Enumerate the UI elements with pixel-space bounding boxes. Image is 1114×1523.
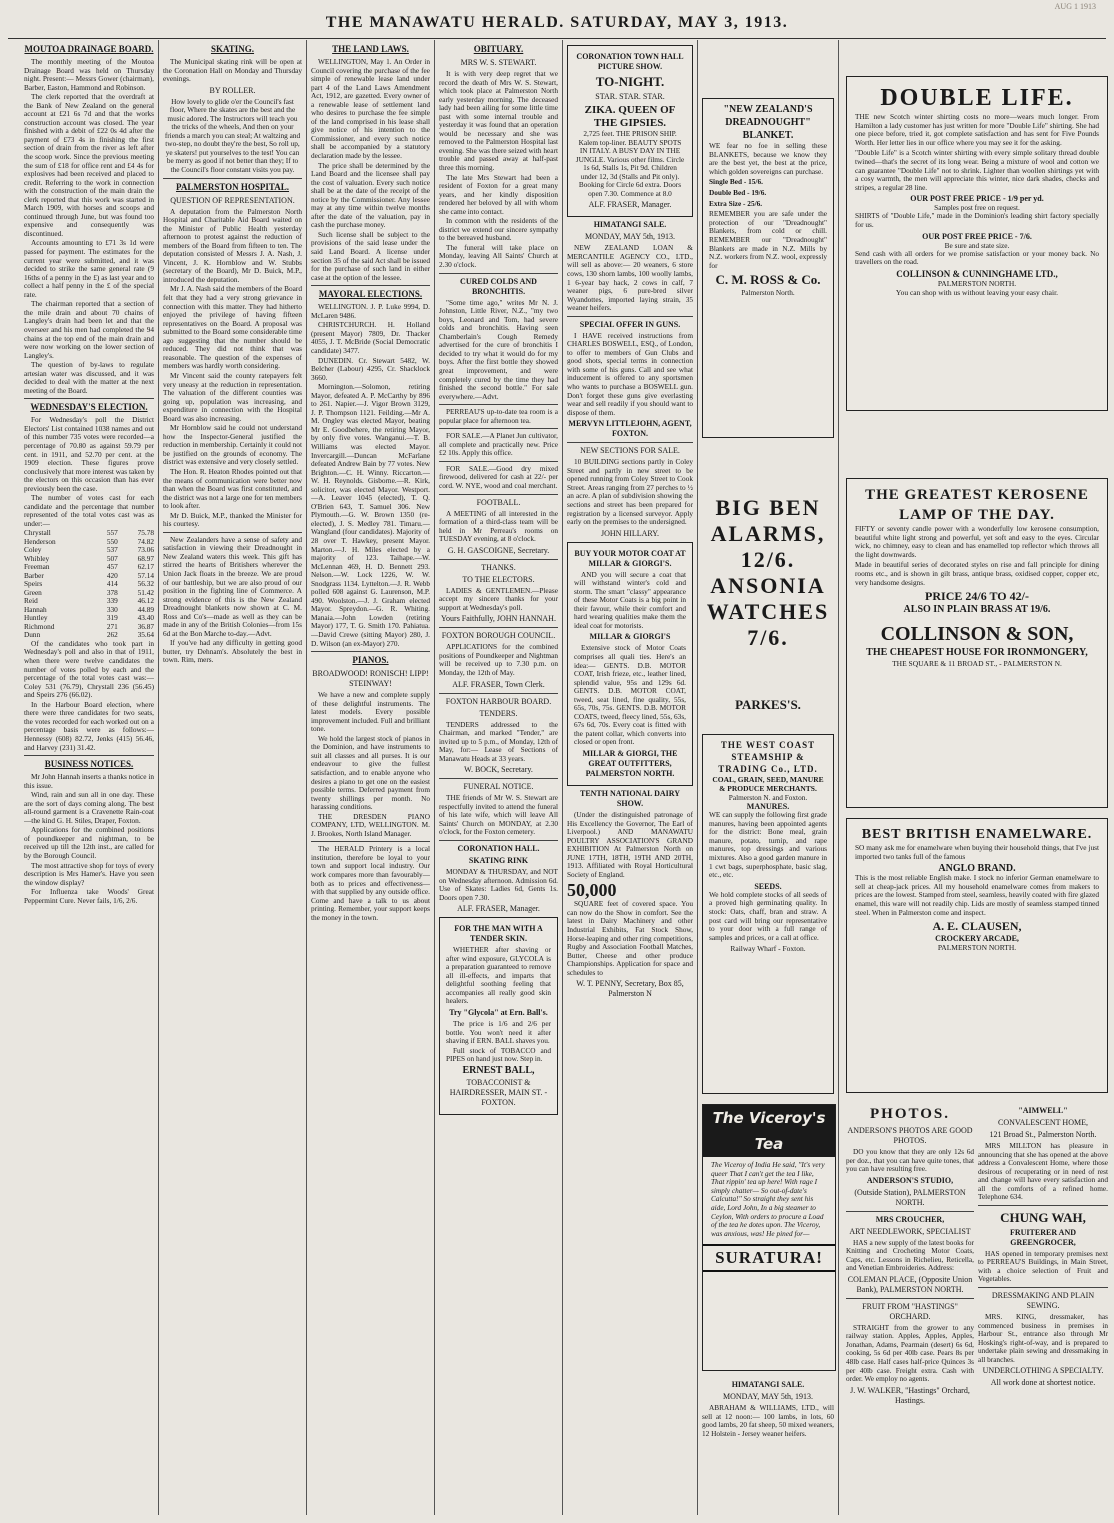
headline-obituary: OBITUARY. xyxy=(473,44,524,54)
glycola-advert xyxy=(439,917,558,1115)
notice-paragraph: (Under the distinguished patronage of His Excellency the Governor, The Earl of Liverpool.) AND MANAWATU POULTRY ASSOCIATION'S GRAND EXHIBITION At Palmerston North on JUNE 17TH, 18TH, 19TH AND 20TH, 1913. Affiliated with Royal Horticultural Society of England. xyxy=(567,809,693,879)
candidate-name: Dunn xyxy=(24,630,41,640)
article-paragraph: The Hon. R. Heaton Rhodes pointed out that the means of communication were better now than when the Board was first constituted, and the district was not a large one for ten members to look after. xyxy=(163,466,302,511)
advert-paragraph: The price is 1/6 and 2/6 per bottle. You won't need it after shaving if ERN. BALL shaves you. xyxy=(446,1019,551,1046)
advert-paragraph: THE new Scotch winter shirting costs no more—wears much longer. From Hamilton a lady customer has just written for more "Double Life" shirting. She had one piece before, tried it, got complete satisfaction and has sent for Five Pounds Worth. Her letter lies in our office where you may see it for the asking. xyxy=(855,112,1099,147)
parkes-signature xyxy=(702,697,834,719)
article-paragraph: WELLINGTON. J. P. Luke 9994, D. McLaren 9486. xyxy=(311,302,430,320)
vote-percent: 35.64 xyxy=(137,630,154,640)
divider xyxy=(439,494,558,495)
advert-paragraph: WE can supply the following first grade manures, having been appointed agents for the district: Bone meal, grain manure, potato, turnip, and rape manures, top dressings and various mixtures. Also a good garden manure in 1 cwt bags, superphosphate, basic slag, etc., etc. xyxy=(709,810,827,880)
article-paragraph: We have a new and complete supply of these delightful instruments. The latest models. Every possible improvement included. Full and brilliant tone. xyxy=(311,690,430,734)
article-paragraph: Mr J. A. Nash said the members of the Board felt that they had a very strong grievance in connection with this matter. They had hitherto enjoyed the privilege of having fifteen representatives on the Board. A proposal was submitted to the Board some considerable time ago suggesting that the number should be reduced. They did not think that was reasonable. The question of the expenses of members was hardly worth considering. xyxy=(163,284,302,371)
vote-percent: 36.87 xyxy=(137,621,154,631)
subheading: NEW SECTIONS FOR SALE. xyxy=(580,446,680,456)
article-paragraph: Mr Vincent said the county ratepayers felt very uneasy at the reduction in representation. The valuation of the different counties was going up, population was increasing, and expenditure in connection with the Hospital Board was also increasing. xyxy=(163,370,302,423)
notice-paragraph: THE friends of Mr W. S. Stewart are respectfully invited to attend the funeral of his late wife, which will leave All Saints' Church on MONDAY, at 2.30 o'clock, for the Foxton cemetery. xyxy=(439,793,558,837)
table-row xyxy=(24,623,154,632)
headline-land-laws: THE LAND LAWS. xyxy=(332,44,409,54)
motor-coat-advert xyxy=(567,542,693,786)
vote-percent: 56.32 xyxy=(137,579,154,589)
column-7-left xyxy=(846,1104,974,1516)
advert-address: PALMERSTON NORTH. xyxy=(937,278,1017,288)
advert-heading: SEEDS. xyxy=(754,881,782,891)
advert-note: Be sure and state size. xyxy=(944,240,1010,250)
advert-paragraph: Made in beautiful series of decorated styles on rise and fall principle for dining rooms etc., and is shown in gilt brass, antique brass, oxidised copper, copper etc, very handsome designs. xyxy=(855,560,1099,587)
advert-title: THE GREATEST KEROSENE LAMP OF THE DAY. xyxy=(865,487,1089,523)
vote-percent: 44.89 xyxy=(137,604,154,614)
headline-business: BUSINESS NOTICES. xyxy=(44,759,134,770)
advert-address: Railway Wharf - Foxton. xyxy=(730,944,806,954)
article-paragraph: It is with very deep regret that we record the death of Mrs W. S. Stewart, which took place at Palmerston North early yesterday morning. The deceased lady had been ailing for some little time past with some internal trouble and yesterday it was found that an operation would be necessary and she was removed to the Palmerston Hospital last evening. She was there seized with heart trouble and passed away at half-past three this morning. xyxy=(439,69,558,173)
notice-signature: ALF. FRASER, Town Clerk. xyxy=(452,679,545,689)
advert-paragraph: Send cash with all orders for we promise satisfaction or your money back. No travellers on the road. xyxy=(855,248,1099,267)
vote-count: 457 xyxy=(106,562,118,572)
notice-signature: JOHN HILLARY. xyxy=(600,528,660,538)
vote-count: 378 xyxy=(106,587,118,597)
advert-name: ERNEST BALL, xyxy=(462,1064,535,1076)
subheading: TO THE ELECTORS. xyxy=(462,574,535,584)
subheading: FOXTON HARBOUR BOARD. xyxy=(445,696,552,706)
advert-subtitle: CROCKERY ARCADE, xyxy=(935,934,1019,944)
price-line: OUR POST FREE PRICE - 1/9 per yd. xyxy=(910,194,1044,204)
article-paragraph: We hold the largest stock of pianos in the Dominion, and have instruments to suit all classes and all purses. It is our endeavour to give the fullest satisfaction, and to enable anyone who desires a piano to get one on the easiest possible terms. Deferred payment from twenty shillings per month. No harassing conditions. xyxy=(311,733,430,812)
subheading: FRUITERER AND GREENGROCER, xyxy=(1009,1227,1076,1247)
divider xyxy=(567,442,693,443)
column-rule xyxy=(838,40,839,1515)
article-paragraph: The chairman reported that a section of the mile drain and about 70 chains of Langley's drain had been let and that the overseer and his men had completed the 94 chains at the top end of the main drain and were now working on the lower section of Langley's. xyxy=(24,299,154,360)
article-paragraph: DUNEDIN. Cr. Stewart 5482, W. Belcher (Labour) 4295, Cr. Shacklock 3660. xyxy=(311,355,430,382)
article-paragraph: For Influenza take Woods' Great Peppermint Cure. Never fails, 1/6, 2/6. xyxy=(24,887,154,905)
advert-title: "NEW ZEALAND'S DREADNOUGHT" BLANKET. xyxy=(723,104,813,141)
vote-count: 262 xyxy=(106,630,118,640)
advert-verse: The Viceroy of India He said, "It's very queer That I can't get the tea I like, That rippin' tea up here! With rage I simply chatter— So out-of-date's Calcutta!" So straight they sent his aide, Lord John, In a big steamer to Ceylon, With orders to procure a Load of the tea he dotes upon. The Viceroy, was anxious, was! He pined for— xyxy=(711,1160,825,1238)
notice-paragraph: SQUARE feet of covered space. You can now do the Show in comfort. See the latest in Dairy Machinery and other Industrial Exhibits, Fat Stock Show, Horse-leaping and other ring competitions, Rugby and Association Football Matches, Butter, Cheese and other produce Championships. Application for space and schedules to xyxy=(567,899,693,977)
advert-name: "AIMWELL" xyxy=(1018,1106,1068,1115)
notice-paragraph: 10 BUILDING sections partly in Coley Street and partly in new street to be opened running from Coley Street to Cook Street. Areas ranging from 27 perches to ½ an acre. A plan of subdivision showing the sections and street has been prepared for registration by a licensed surveyor. Apply early on the premises to the undersigned. xyxy=(567,457,693,527)
notice-signature: ALF. FRASER, Manager. xyxy=(457,904,540,914)
candidate-name: Huntley xyxy=(24,613,48,623)
vote-percent: 46.12 xyxy=(137,596,154,606)
article-paragraph: The monthly meeting of the Moutoa Drainage Board was held on Thursday night. Present:— Messrs Gower (chairman), Barber, Easton, Hammond and Robinson. xyxy=(24,57,154,92)
article-paragraph: The price shall be determined by the Land Board and the licensee shall pay the cost of valuation. Every such notice shall be at the date of the receipt of the notice by the Commissioner. Any lessee may at any time within twelve months after the date of the valuation, pay in cash the purchase money. xyxy=(311,160,430,230)
notice-paragraph: I HAVE received instructions from CHARLES BOSWELL, ESQ., of London, to offer to members of Gun Clubs and good shots, special terms in connection with some of his guns. Call and see what inducement is offered to any sportsmen who wants to purchase a BOSWELL gun. Don't forget these guns give everlasting wear and sell readily if you should want to dispose of them. xyxy=(567,330,693,417)
advert-paragraph: This is the most reliable English make. I stock no inferior German enamelware to sell at cheap-jack prices. All my household enamelware comes from makers to prices are the lowest. Stamped from steel, seamless, heavily coated with fire glazed enamel, this ware will not readily chip. Lids are mostly of seamless stamped tinned steel. When in Palmerston come and inspect. xyxy=(855,873,1099,917)
article-paragraph: For Wednesday's poll the District Electors' List contained 1038 names and out of this number 735 votes were recorded—a percentage of 70.80 as against 59.79 per cent. in 1911, and 52.70 per cent. at the 1909 election. These figures prove conclusively that more interest was taken by the electors on this occasion than has ever previously been the case. xyxy=(24,415,154,493)
column-5 xyxy=(567,42,693,1512)
divider xyxy=(439,404,558,405)
vote-count: 330 xyxy=(106,604,118,614)
advert-name: CHUNG WAH, xyxy=(1000,1209,1086,1225)
divider xyxy=(978,1287,1108,1288)
advert-signature: ALF. FRASER, Manager. xyxy=(588,200,672,210)
article-paragraph: In common with the residents of the district we extend our sincere sympathy to the bereaved husband. xyxy=(439,216,558,243)
vote-count: 550 xyxy=(106,536,118,546)
subheading: SKATING RINK xyxy=(468,856,529,865)
article-paragraph: Accounts amounting to £71 3s 1d were passed for payment. The estimates for the current year were submitted, and it was decided to strike the same general rate (9 16ths of a penny in the £) as last year and to collect a half penny in the £ of the special rate. xyxy=(24,238,154,299)
picture-show-advert xyxy=(567,45,693,217)
classified-ad: FOR SALE.—A Planet Jun cultivator, all complete and practically new. Price £2 10s. Apply this office. xyxy=(439,431,558,458)
advert-address: (Outside Station), PALMERSTON NORTH. xyxy=(854,1187,966,1207)
divider xyxy=(311,841,430,842)
subheading: BROADWOOD! RONISCH! LIPP! STEINWAY! xyxy=(312,669,429,689)
article-paragraph: Mr Hornblow said he could not understand how the Inspector-General justified the reduction in membership. Certainly it could not be justified on the grounds of economy. The district was extensive and very closely settled. xyxy=(163,423,302,467)
notice-paragraph: MONDAY & THURSDAY, and NOT on Wednesday afternoon. Admission 6d. Use of Skates: Ladies 6d, Gents 1s. Doors open 7.30. xyxy=(439,867,558,902)
advert-paragraph: AND you will secure a coat that will withstand winter's cold and storm. The smart "classy" appearance of these Motor Coats is a big point in their favour, while their comfort and hard wearing qualities make them the ideal coat for motorists. xyxy=(574,569,686,630)
article-paragraph: Mr John Hannah inserts a thanks notice in this issue. xyxy=(24,772,154,790)
headline-pianos: PIANOS. xyxy=(352,655,389,666)
blanket-advert xyxy=(702,98,834,438)
advert-address: Palmerston N. and Foxton. xyxy=(728,793,808,802)
headline-mayoral: MAYORAL ELECTIONS. xyxy=(318,289,423,300)
advert-paragraph: FIFTY or seventy candle power with a wonderfully low kerosene consumption, beautiful white light strong and powerful, yet soft and easy to the eyes. Circular wick, no chimney, easy to clean and has enamelled top reflector which throws all the light downwards. xyxy=(855,524,1099,559)
advert-address: TOBACCONIST & HAIRDRESSER, MAIN ST. - FOXTON. xyxy=(449,1077,548,1107)
notice-signature: Yours Faithfully, JOHN HANNAH. xyxy=(441,614,556,624)
subheading: CURED COLDS AND BRONCHITIS. xyxy=(460,276,537,296)
article-paragraph: "Some time ago," writes Mr N. J. Johnston, Little River, N.Z., "my two boys, Leonard and Tom, had severe colds and bronchitis. Having seen Chamberlain's Cough Remedy advertised for the cure of bronchitis I decided to try what it would do for my boys. After the first bottle they showed great improvement, and were completely cured by the time they had finished the second bottle." For sale everywhere.—Advt. xyxy=(439,297,558,401)
ad-line: ANSONIA xyxy=(710,573,826,598)
subheading: FOOTBALL. xyxy=(476,497,521,507)
price-line: PRICE 24/6 TO 42/- xyxy=(925,589,1029,604)
subheading: DRESSMAKING AND PLAIN SEWING. xyxy=(991,1291,1095,1311)
ad-line: ALARMS, xyxy=(710,521,826,546)
candidate-name: Whibley xyxy=(24,553,50,563)
table-row xyxy=(24,538,154,547)
advert-signature: MILLAR & GIORGI, THE GREAT OUTFITTERS, PALMERSTON NORTH. xyxy=(582,748,678,778)
headline-hospital: PALMERSTON HOSPITAL. xyxy=(175,181,290,192)
article-paragraph: The number of votes cast for each candidate and the percentage that number represented of the total votes cast was as under:— xyxy=(24,493,154,528)
advert-heading: MANURES. xyxy=(746,802,790,811)
divider xyxy=(567,316,693,317)
skating-verse: How lovely to glide o'er the Council's fast floor, Where the skates are the best and the music adored. The Instructors will teach you the tricks of the wheels, And then on your friends a march you can steal; At waltzing and two-step, no doubt they're the best, So roll up, ye skaters! put yourselves to the test! You can be merry as good if not better than they; If to the Council's floor constant visits you pay. xyxy=(164,96,301,175)
advert-paragraph: MRS. KING, dressmaker, has commenced business in premises in Harbour St., entrance also through Mr Hosking's right-of-way, and is prepared to undertake plain sewing and dressmaking in all branches. xyxy=(978,1312,1108,1364)
article-paragraph: WELLINGTON, May 1. An Order in Council covering the purchase of the fee simple of renewable lease land under part 4 of the Land Laws Amendment Act, 1912, are gazetted. Every owner of a renewable lease of settlement land who desires to purchase the fee simple of the land comprised in his lease shall give notice of his intention to the Commissioner, and every such notice shall be accompanied by a statutory declaration made by the lessee. xyxy=(311,57,430,161)
advert-paragraph: 2,725 feet. THE PRISON SHIP. Kalem top-liner. BEAUTY SPOTS IN ITALY. A BUSY DAY IN THE JUNGLE. Various other films. Circle 1s 6d, Stalls 1s, Pit 9d. Children under 12, 3d (Stalls and Pit only). Booking for Circle 6d extra. Doors open 7.30. Commence at 8.0 xyxy=(575,129,685,198)
divider xyxy=(311,285,430,286)
west-coast-advert xyxy=(702,734,834,1094)
subheading: FUNERAL NOTICE. xyxy=(463,782,534,792)
vote-percent: 74.82 xyxy=(137,536,154,546)
space-figure: 50,000 xyxy=(567,880,617,901)
advert-paragraph: SO many ask me for enamelware when buying their household things, that I've just imported two tanks full of the famous xyxy=(855,843,1099,861)
table-row xyxy=(24,589,154,598)
column-2 xyxy=(163,42,302,1512)
vote-count: 557 xyxy=(106,528,118,538)
subheading: TENTH NATIONAL DAIRY SHOW. xyxy=(579,788,681,808)
subheading: MRS W. S. STEWART. xyxy=(460,58,537,67)
advert-title: FOR THE MAN WITH A TENDER SKIN. xyxy=(454,924,543,944)
candidate-name: Chrystall xyxy=(24,528,51,538)
article-paragraph: PERREAU'S up-to-date tea room is a popular place for afternoon tea. xyxy=(439,407,558,425)
advert-paragraph: REMEMBER you are safe under the protection of our "Dreadnought" Blankets, from cold or chill. REMEMBER our "Dreadnought" Blankets are made in N.Z. Mills by N.Z. workers from N.Z. wool, expressly for xyxy=(709,209,827,270)
article-paragraph: Mornington.—Solomon, retiring Mayor, defeated A. P. McCarthy by 896 to 261. Napier.—J. Vigor Brown 3129, J. P. Thompson 1121. Feilding.—Mr A. M. Ongley was elected Mayor, beating Mr E. Goodbehere, the retiring Mayor, by only five votes. Wanganui.—T. B. Williams was elected Mayor. Invercargill.—Duncan McFarlane defeated Andrew Bain by 77 votes. New Brighton.—C. H. Winny. Riccarton.—W. H. Reynolds. Gisborne.—R. Kirk, solicitor, was elected Mayor. Westport.—A. Leaver 1045 (elected), T. Q. O'Brien 643, T. Samuel 306. New Plymouth.—G. W. Brown 1350 (re-elected), J. S. Medley 781. Timaru.—Wangland (four candidates). Majority of 28 over T. Hawkey, present Mayor. Marton.—J. H. Miles elected by a majority of 123. Taihape.—W. McLennan 469, H. D. Bennett 293. Nelson.—W. Lock 1226, W. W. Snodgrass 1134. Lyttelton.—J. R. Webb polled 608 against G. Laurenson, M.P. 490. Woolston.—J. J. Graham elected Mayor. Spreydon.—G. R. Whiting. Manaia.—John Lowden (retiring Mayor) 177, T. G. Smith 170. Pahiatua.—David Crewe (sitting Mayor) 280, J. D. Wilson (an ex-Mayor) 270. xyxy=(311,382,430,648)
article-paragraph: The HERALD Printery is a local institution, therefore be loyal to your town and support local industry. Our work compares more than favourably—both as to prices and effectiveness—with that supplied by any outside office. Come and have a talk to us about printing. Remember, your support keeps the money in the town. xyxy=(311,844,430,922)
column-rule xyxy=(306,40,307,1515)
notice-paragraph: LADIES & GENTLEMEN.—Please accept my sincere thanks for your support at Wednesday's poll. xyxy=(439,585,558,612)
subheading: QUESTION OF REPRESENTATION. xyxy=(170,195,295,205)
notice-paragraph: APPLICATIONS for the combined positions of Poundkeeper and Nightman will be received up to 7.30 p.m. on Monday, the 12th of May. xyxy=(439,642,558,677)
vote-percent: 57.14 xyxy=(137,570,154,580)
divider xyxy=(24,755,154,756)
article-paragraph: A deputation from the Palmerston North Hospital and Charitable Aid Board waited on the Minister of Public Health yesterday afternoon to protest against the reduction of members of the Board from fifteen to ten. The deputation consisted of Messrs J. A. Nash, J. Vincent, J. K. Hornblow and W. Stubbs (secretary of the Board), Mr D. Buick, M.P., introduced the deputation. xyxy=(163,206,302,284)
candidate-name: Reid xyxy=(24,596,38,606)
enamelware-advert xyxy=(846,818,1108,1093)
vote-count: 271 xyxy=(106,621,118,631)
advert-title: BUY YOUR MOTOR COAT AT MILLAR & GIORGI'S. xyxy=(574,548,686,568)
viceroy-tea-advert xyxy=(702,1104,836,1371)
article-paragraph: Mr D. Buick, M.P., thanked the Minister for his courtesy. xyxy=(163,510,302,529)
vote-count: 537 xyxy=(106,545,118,555)
advert-address: COLEMAN PLACE, (Opposite Union Bank), PALMERSTON NORTH. xyxy=(847,1274,973,1294)
advert-address: THE SQUARE & 11 BROAD ST., - PALMERSTON N. xyxy=(892,659,1062,669)
advert-paragraph: MRS MILLTON has pleasure in announcing that she has opened at the above address a Convalescent Home, where those desirous of recuperating or in need of rest and change will have every satisfaction and all the comforts of a refined home. Telephone 634. xyxy=(978,1141,1108,1202)
ad-price: 12/6. xyxy=(740,547,796,572)
column-rule xyxy=(697,40,698,1515)
notice-paragraph: A MEETING of all interested in the formation of a third-class team will be held in Mr Perreau's rooms on TUESDAY evening, at 8 o'clock. xyxy=(439,508,558,544)
article-paragraph: If you've had any difficulty in getting good butter, try Dehnam's. Absolutely the best in town. Rim, mers. xyxy=(163,638,302,665)
article-paragraph: Of the candidates who took part in Wednesday's poll and also in that of 1911, when there were twelve candidates the number of votes polled by each and the percentage of the total votes cast was:— Coley 531 (76.79), Chrystall 236 (56.45) and Speirs 276 (66.02). xyxy=(24,638,154,700)
subheading: ART NEEDLEWORK, SPECIALIST xyxy=(849,1226,971,1236)
masthead: THE MANAWATU HERALD. SATURDAY, MAY 3, 1913. xyxy=(325,14,789,31)
divider xyxy=(439,693,558,694)
subheading: UNDERCLOTHING A SPECIALTY. xyxy=(982,1366,1104,1376)
headline-drainage: MOUTOA DRAINAGE BOARD. xyxy=(24,44,154,54)
column-rule xyxy=(562,40,563,1515)
column-7-right xyxy=(978,1104,1108,1516)
subheading: FOXTON BOROUGH COUNCIL. xyxy=(441,631,556,641)
advert-signature: J. W. WALKER, "Hastings" Orchard, Hastings. xyxy=(850,1385,970,1405)
advert-headline: TO-NIGHT. xyxy=(595,74,665,89)
subheading: TENDERS. xyxy=(479,708,518,718)
advert-address: 121 Broad St., Palmerston North. xyxy=(989,1130,1097,1139)
notice-paragraph: ABRAHAM & WILLIAMS, LTD., will sell at 12 noon:— 100 lambs, in lots, 60 good lambs, 20 fat sheep, 50 mixed weaners, 12 Holstein - Jersey weaner heifers. xyxy=(702,1403,834,1438)
divider xyxy=(439,627,558,628)
advert-paragraph: We hold complete stocks of all seeds of a proved high germinating quality. In stock: Oats, chaff, bran and straw. A post card will bring our representative to your door with a full range of samples and prices, or a call at office. xyxy=(709,889,827,942)
advert-title: THE WEST COAST STEAMSHIP & TRADING Co., LTD. xyxy=(718,740,818,774)
advert-name: C. M. ROSS & Co. xyxy=(715,272,821,288)
advert-note: You can shop with us without leaving your easy chair. xyxy=(895,287,1059,297)
candidate-name: Freeman xyxy=(24,562,50,572)
notice-signature: G. H. GASCOIGNE, Secretary. xyxy=(447,545,550,555)
divider xyxy=(439,778,558,779)
advert-name: ANDERSON'S STUDIO, xyxy=(866,1175,954,1185)
subheading: MONDAY, MAY 5th, 1913. xyxy=(722,1392,814,1401)
feature-film: ZIKA. QUEEN OF THE GIPSIES. xyxy=(584,104,676,129)
masthead-rule xyxy=(8,38,1106,39)
article-paragraph: The question of by-laws to regulate artesian water was discussed, and it was decided to deal with the matter at the next meeting of the Board. xyxy=(24,360,154,395)
photos-title: PHOTOS. xyxy=(870,1106,950,1122)
article-paragraph: CHRISTCHURCH. H. Holland (present Mayor) 7809, Dr. Thacker 4055, J. T. McBride (Social Democratic candidate) 3477. xyxy=(311,320,430,355)
divider xyxy=(846,1211,974,1212)
advert-title: CORONATION TOWN HALL PICTURE SHOW. xyxy=(576,52,684,71)
price-single: Single Bed - 15/6. xyxy=(709,177,763,187)
advert-paragraph: WHETHER after shaving or after wind exposure, GLYCOLA is a preparation guaranteed to remove all ill-effects, and imparts that delightful soothing feeling that accompanies all really good skin healers. xyxy=(446,945,551,1006)
subheading: THANKS. xyxy=(481,562,516,572)
vote-percent: 51.42 xyxy=(137,587,154,597)
advert-address: PALMERSTON NORTH. xyxy=(937,943,1017,953)
advert-title: The Viceroy's Tea xyxy=(703,1105,835,1157)
column-rule xyxy=(434,40,435,1515)
advert-name: MILLAR & GIORGI'S xyxy=(589,632,671,642)
vote-percent: 75.78 xyxy=(137,528,154,538)
advert-paragraph: WE fear no foe in selling these BLANKETS, because we know they are the best yet, the best at the price, which golden sovereigns can purchase. xyxy=(709,141,827,176)
price-line: OUR POST FREE PRICE - 7/6. xyxy=(922,231,1032,241)
divider xyxy=(24,398,154,399)
subheading: HIMATANGI SALE. xyxy=(593,220,667,230)
subheading: FRUIT FROM "HASTINGS" ORCHARD. xyxy=(862,1301,958,1321)
advert-name: MRS CROUCHER, xyxy=(875,1214,945,1224)
advert-paragraph: Full stock of TOBACCO and PIPES on hand just now. Step in. xyxy=(446,1045,551,1064)
candidate-name: Richmond xyxy=(24,621,55,631)
advert-subtitle: COAL, GRAIN, SEED, MANURE & PRODUCE MERCHANTS. xyxy=(712,775,824,793)
article-paragraph: The clerk reported that the overdraft at the Bank of New Zealand on the general account at £21 6s 7d and that the works construction account was closed. The year finished with a debit of £22 0s 4d after the payment of £73 4s in finishing the first section of drain from the river as left after the scoop work. Since the previous meeting the sum of £18 for office rent and £4 4s for explosives had been received and placed to credit. Referring to the work in connection with the construction of the main drain the clerk reported that this work was started in March 1909, with horses and scoops and continued through June, but was found too expensive and consequently was discontinued. xyxy=(24,92,154,238)
advert-note: Samples post free on request. xyxy=(934,203,1020,213)
article-paragraph: Applications for the combined positions of poundkeeper and nightman, to be received up till the 12th inst., are called for by the Borough Council. xyxy=(24,825,154,860)
candidate-name: Speirs xyxy=(24,579,43,589)
advert-tagline: Try "Glycola" at Ern. Ball's. xyxy=(449,1008,548,1018)
kerosene-lamp-advert xyxy=(846,478,1108,808)
column-3 xyxy=(311,42,430,1512)
votes-table xyxy=(24,529,154,640)
subheading: HIMATANGI SALE. xyxy=(731,1380,805,1389)
divider xyxy=(163,178,302,179)
article-paragraph: Wind, rain and sun all in one day. These are the sort of days coming along. The best all-round garment is a Cravenette Rain-coat—the kind G. H. Stiles, Draper, Foxton. xyxy=(24,790,154,825)
notice-paragraph: NEW ZEALAND LOAN & MERCANTILE AGENCY CO., LTD., will sell as above:— 20 weaners, 6 store cows, 130 shorn lambs, 100 woolly lambs, 1 6-year bay hack, 2 cows in calf, 7 weaner pigs, 6 pure-bred silver Wyandottes, imported laying strain, 35 weaner heifers. xyxy=(567,243,693,313)
vote-percent: 62.17 xyxy=(137,562,154,572)
notice-signature: W. BOCK, Secretary. xyxy=(464,765,533,775)
article-paragraph: Such license shall be subject to the provisions of the said lease under the said Land Board. A license under section 35 of the said Act shall be issued for the purchase of such land in either case at the option of the lessee. xyxy=(311,229,430,282)
article-paragraph: New Zealanders have a sense of safety and satisfaction in viewing their Dreadnought in New Zealand waters this week. This gift has stirred the hearts of Britishers wherever the Union Jack floats in the breeze. We are proud of our battleship, but we are also proud of our position in the fighting line of Commerce. A strong evidence of this is the New Zealand Dreadnought blankets now shown at C. M. Ross and Co's—made as well as they can be made in any of the British Colonies—from 15s 6d at the Bon Marche to-day.—Advt. xyxy=(163,534,302,638)
notice-signature: MERVYN LITTLEJOHN, AGENT, FOXTON. xyxy=(568,419,692,439)
price-line: ALSO IN PLAIN BRASS AT 19/6. xyxy=(903,604,1051,616)
price-double: Double Bed - 19/6. xyxy=(709,187,767,197)
candidate-name: Green xyxy=(24,587,42,597)
article-paragraph: The late Mrs Stewart had been a resident of Foxton for a great many years, and her kindly disposition rendered her beloved by all with whom she came into contact. xyxy=(439,172,558,216)
vote-percent: 73.06 xyxy=(137,545,154,555)
divider xyxy=(439,461,558,462)
big-ben-advert xyxy=(702,495,834,695)
advert-name: PARKES'S. xyxy=(735,697,801,712)
subheading: MONDAY, MAY 5th, 1913. xyxy=(584,232,676,242)
price-extra: Extra Size - 25/6. xyxy=(709,198,763,208)
candidate-name: Henderson xyxy=(24,536,56,546)
vote-count: 319 xyxy=(106,613,118,623)
ad-price: 7/6. xyxy=(747,625,789,650)
advert-brand: SURATURA! xyxy=(703,1244,835,1272)
notice-signature: W. T. PENNY, Secretary, Box 85, Palmerston N xyxy=(576,979,684,999)
divider xyxy=(163,532,302,533)
advert-brand: ANGLO BRAND. xyxy=(938,863,1016,875)
vote-count: 420 xyxy=(106,570,118,580)
column-rule xyxy=(158,40,159,1515)
archive-stamp: AUG 1 1913 xyxy=(1054,2,1096,11)
divider xyxy=(846,1298,974,1299)
advert-paragraph: HAS a new supply of the latest books for Knitting and Crocheting Motor Coats, Caps, etc. Lessons in Richelieu, Reticella, and Venetian Embroideries. Address: xyxy=(846,1237,974,1273)
vote-count: 507 xyxy=(106,553,118,563)
advert-name: A. E. CLAUSEN, xyxy=(932,919,1022,934)
ad-line: WATCHES xyxy=(706,599,830,624)
advert-address: Palmerston North. xyxy=(741,288,795,298)
advert-paragraph: SHIRTS of "Double Life," made in the Dominion's leading shirt factory specially for us. xyxy=(855,211,1099,229)
ad-line: BIG BEN xyxy=(715,495,821,520)
article-paragraph: THE DRESDEN PIANO COMPANY, LTD, WELLINGTON. M. J. Brookes, North Island Manager. xyxy=(311,811,430,838)
subheading: ANDERSON'S PHOTOS ARE GOOD PHOTOS. xyxy=(847,1126,973,1145)
advert-paragraph: HAS opened in temporary premises next to PERREAU'S Buildings, in Main Street, with a choice selection of Fruit and Vegetables. xyxy=(978,1248,1108,1284)
article-paragraph: The most attractive shop for toys of every description is Mrs Hamer's. Have you seen the window display? xyxy=(24,860,154,887)
candidate-name: Hannah xyxy=(24,604,47,614)
table-row xyxy=(24,580,154,589)
double-life-advert xyxy=(846,76,1108,411)
classified-ad: FOR SALE.—Good dry mixed firewood, delivered for cash at 22/- per cord. W. NYE, wood and coal merchant. xyxy=(439,463,558,490)
subheading: BY ROLLER. xyxy=(209,85,256,95)
advert-paragraph: "Double Life" is a Scotch winter shirting with every simple solitary thread double twined—that's the secret of its long wear. Being a mixture of wool and cotton we can guarantee "Double Life" not to shrink. Lighter than woollen shirtings yet with a cosy warmth, the men will appreciate this winter, nice dark shades, checks and stripes, a regular 28 line. xyxy=(855,148,1099,192)
divider xyxy=(439,273,558,274)
headline-skating: SKATING. xyxy=(210,44,255,54)
himatangi-sale xyxy=(702,1378,834,1518)
notice-paragraph: TENDERS addressed to the Chairman, and marked "Tender," are invited up to 5 p.m., of Monday, 12th of May, for:— Lease of Sections of Manawatu Heads at 33 years. xyxy=(439,719,558,763)
headline-election: WEDNESDAY'S ELECTION. xyxy=(30,402,148,413)
divider xyxy=(439,428,558,429)
advert-name: COLLINSON & SON, xyxy=(880,623,1074,646)
vote-percent: 43.40 xyxy=(137,613,154,623)
advert-paragraph: DO you know that they are only 12s 6d per doz., that you can have quite tones, that you can have resulting free. xyxy=(846,1147,974,1174)
article-paragraph: In the Harbour Board election, where there were three candidates for two seats, the votes recorded for each worked out on a percentage basis were as follows:—Hennessy (608) 82.72, Jenks (415) 56.46, and Harvey (231) 31.42. xyxy=(24,699,154,752)
divider xyxy=(311,651,430,652)
candidate-name: Coley xyxy=(24,545,42,555)
vote-percent: 68.97 xyxy=(137,553,154,563)
advert-paragraph: Extensive stock of Motor Coats comprises all quali ties. Here's an idea:— GENTS. D.B. MOTOR COAT, Irish frieze, etc., leather lined, splendid value, 95s and 129s 6d. GENTS. D.B. MOTOR COAT, tweed, seat lined, fine quality, 55s, 65s, 70s, 75s. GENTS. D.B. MOTOR COATS, tweed, fleecy lined, 55s, 63s, 67s 6d, 70s. Every coat is fitted with the patent collar, which converts into closed or open front. xyxy=(574,643,686,747)
advert-subtitle: THE CHEAPEST HOUSE FOR IRONMONGERY, xyxy=(866,647,1088,659)
subheading: CONVALESCENT HOME, xyxy=(998,1118,1088,1127)
subheading: CORONATION HALL. xyxy=(457,844,540,853)
table-row xyxy=(24,572,154,581)
vote-count: 339 xyxy=(106,596,118,606)
divider xyxy=(978,1205,1108,1206)
article-paragraph: The funeral will take place on Monday, leaving All Saints' Church at 2.30 o'clock. xyxy=(439,242,558,270)
advert-title: DOUBLE LIFE. xyxy=(880,85,1074,111)
vote-count: 414 xyxy=(106,579,118,589)
advert-note: All work done at shortest notice. xyxy=(990,1378,1096,1388)
advert-paragraph: STRAIGHT from the grower to any railway station. Apples, Apples, Apples, Jonathan, Adams, Pearmain (desert) 6s 6d, cooking, 5s 6d per 40lb case. Pears 8s per 48lb case. Half cases half-price Quinces 3s per 40lb case. Freight extra. Cash with order. We employ no agents. xyxy=(846,1322,974,1384)
divider xyxy=(439,840,558,841)
candidate-name: Barber xyxy=(24,570,44,580)
column-4 xyxy=(439,42,558,1512)
divider xyxy=(439,559,558,560)
advert-name: COLLINSON & CUNNINGHAME LTD., xyxy=(896,268,1058,279)
article-paragraph: The Municipal skating rink will be open at the Coronation Hall on Monday and Thursday evenings. xyxy=(163,57,302,84)
advert-tagline: STAR. STAR. STAR. xyxy=(595,92,665,101)
advert-title: BEST BRITISH ENAMELWARE. xyxy=(861,827,1093,842)
subheading: SPECIAL OFFER IN GUNS. xyxy=(579,319,681,329)
column-1 xyxy=(24,42,154,1512)
